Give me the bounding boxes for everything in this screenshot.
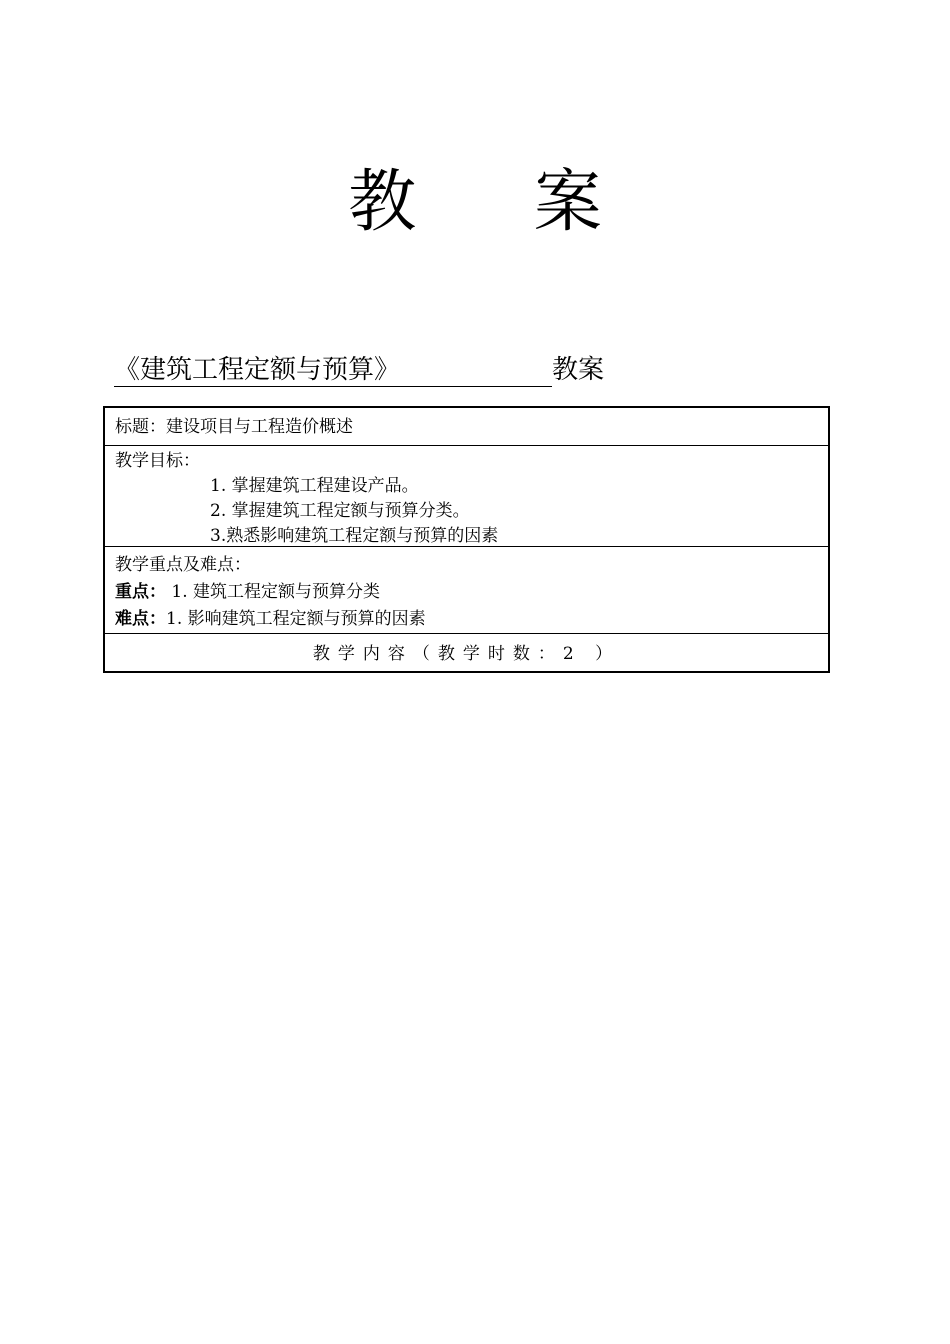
keypoints-row [105,547,828,634]
content-heading: 教学内容（教学时数：2 ） [312,644,621,664]
difficulty-label: 难点： [115,609,166,629]
difficulty-text: 1. 影响建筑工程定额与预算的因素 [166,609,426,629]
course-heading [114,354,604,394]
topic-text: 标题：建设项目与工程造价概述 [115,417,353,437]
difficulty-line [115,606,818,633]
key-point-text: 1. 建筑工程定额与预算分类 [166,582,381,602]
objective-item: 2. 掌握建筑工程定额与预算分类。 [210,501,470,521]
keypoints-heading: 教学重点及难点： [115,555,251,575]
course-name: 《建筑工程定额与预算》 [114,354,552,387]
key-point-label: 重点： [115,582,166,602]
objective-item: 3.熟悉影响建筑工程定额与预算的因素 [210,526,499,546]
objectives-heading: 教学目标： [115,451,200,471]
topic-row [105,408,828,446]
lesson-plan-table [103,406,830,673]
content-row [105,634,828,671]
course-suffix: 教案 [552,355,605,385]
key-point-line [115,579,818,606]
objective-item: 1. 掌握建筑工程建设产品。 [210,476,419,496]
document-title: 教 案 [348,163,650,242]
objectives-row [105,446,828,547]
